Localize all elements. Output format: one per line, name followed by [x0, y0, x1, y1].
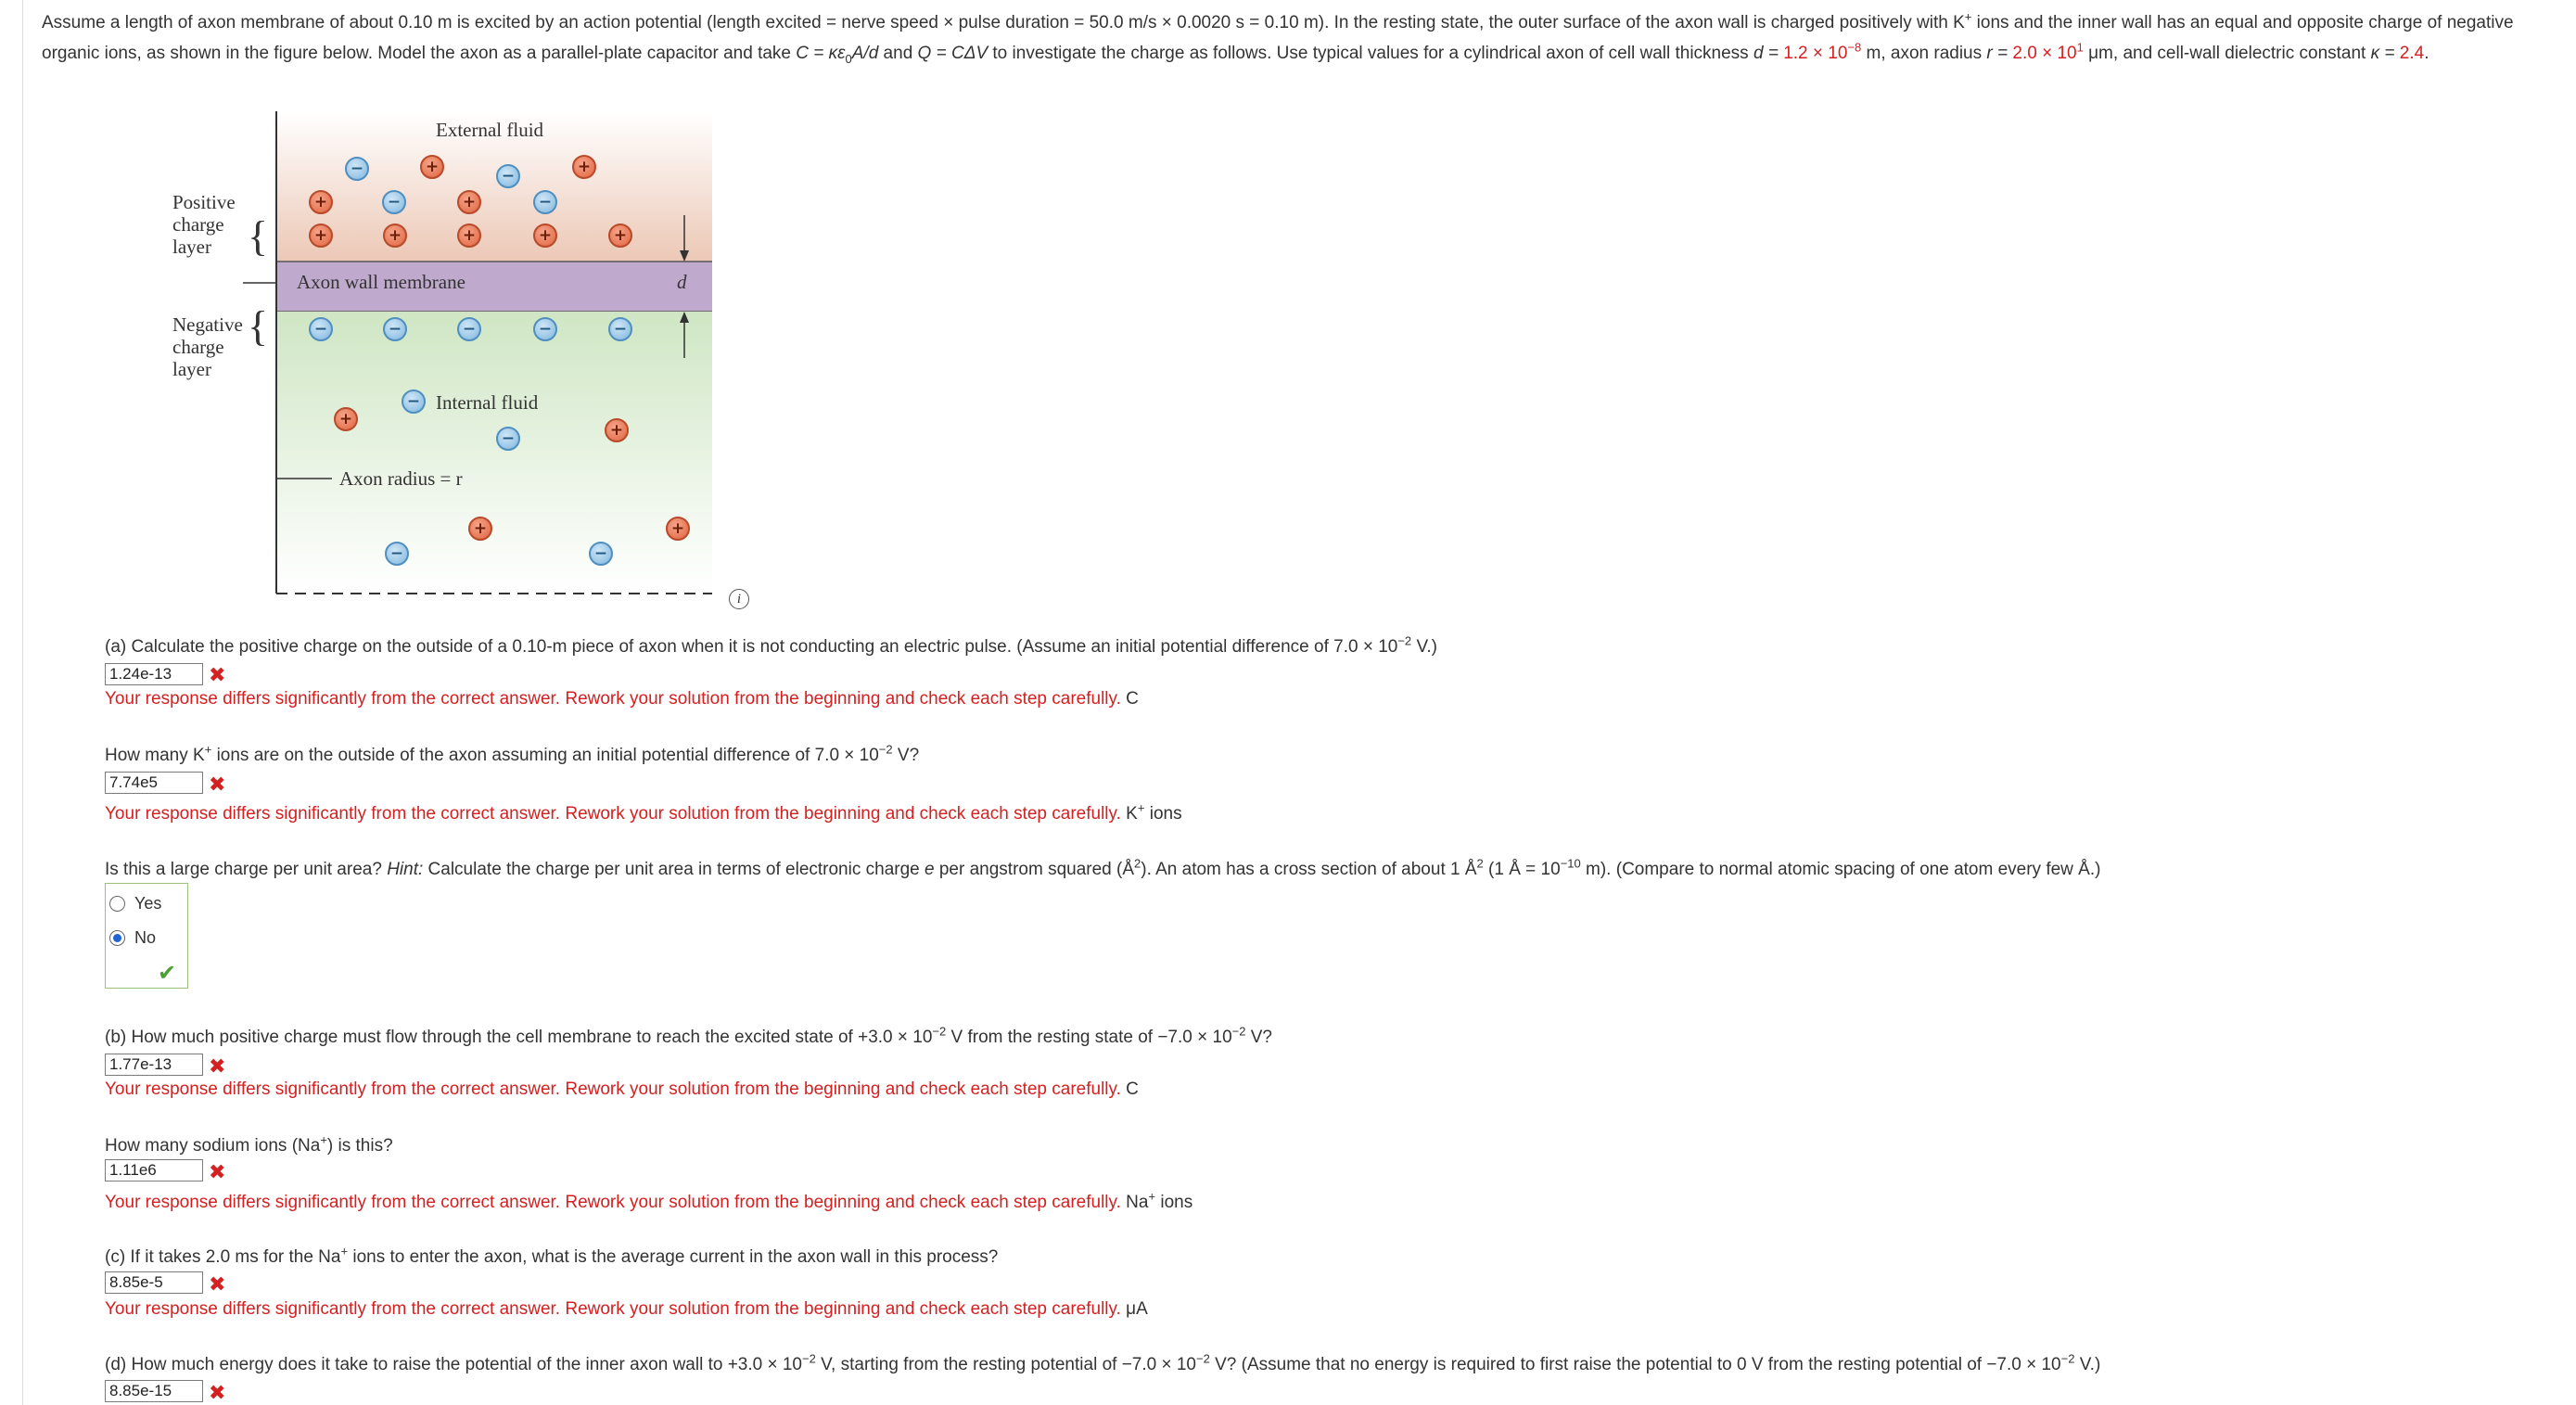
- positive-ion: +: [533, 224, 557, 248]
- feedback-b-ions: Your response differs significantly from the correct answer. Rework your solution from the beginning and check each step carefully. Na+ ions: [105, 1189, 1193, 1212]
- feedback-b: Your response differs significantly from the correct answer. Rework your solution from the beginning and check each step carefully. C: [105, 1079, 1139, 1099]
- positive-ion: +: [468, 517, 492, 541]
- feedback-c: Your response differs significantly from the correct answer. Rework your solution from the beginning and check each step carefully. μA: [105, 1299, 1148, 1319]
- answer-d-input[interactable]: 8.85e-15: [105, 1380, 203, 1402]
- negative-ion: −: [457, 317, 481, 341]
- negative-ion: −: [383, 317, 407, 341]
- positive-charge-label: Positive charge layer: [172, 191, 236, 258]
- negative-ion: −: [309, 317, 333, 341]
- question-large-charge: Is this a large charge per unit area? Hint: Calculate the charge per unit area in terms of electronic charge e per angstrom squared $(Å^2)$. An atom has a cross section of about 1 $Å^2$ (1 Å = $10^{-10}$ m). (Compare to normal atomic spacing of one atom every few Å.): [105, 856, 2101, 879]
- correct-check-icon: ✔: [158, 961, 177, 986]
- feedback-a: Your response differs significantly from the correct answer. Rework your solution from the beginning and check each step carefully. C: [105, 689, 1139, 709]
- svg-text:{: {: [248, 212, 269, 260]
- radio-no[interactable]: [109, 930, 125, 946]
- positive-ion: +: [334, 407, 358, 431]
- question-a-ions: How many K+ ions are on the outside of the axon assuming an initial potential difference of $7.0 \times 10^{-2}$ V?: [105, 742, 920, 765]
- negative-ion: −: [402, 390, 426, 414]
- dielectric-value: 2.4: [2399, 44, 2425, 63]
- positive-ion: +: [383, 224, 407, 248]
- negative-ion: −: [589, 542, 613, 566]
- internal-fluid-label: Internal fluid: [436, 391, 539, 414]
- question-a: (a) Calculate the positive charge on the outside of a 0.10-m piece of axon when it is not conducting an electric pulse. (Assume an initial potential difference of $7.0 \times 10^{-2}$ V.): [105, 633, 1437, 657]
- negative-ion: −: [496, 427, 520, 451]
- incorrect-icon: ✖: [209, 1054, 226, 1078]
- positive-ion: +: [309, 190, 333, 214]
- negative-ion: −: [385, 542, 409, 566]
- radio-yes[interactable]: [109, 896, 125, 912]
- negative-charge-label: Negative charge layer: [172, 313, 243, 380]
- negative-ion: −: [533, 190, 557, 214]
- incorrect-icon: ✖: [209, 1160, 226, 1183]
- incorrect-icon: ✖: [209, 1381, 226, 1404]
- info-icon[interactable]: i: [729, 589, 749, 609]
- negative-ion: −: [496, 164, 520, 188]
- positive-ion: +: [420, 155, 444, 179]
- svg-text:{: {: [248, 302, 269, 350]
- option-yes[interactable]: Yes: [109, 893, 161, 913]
- option-no[interactable]: No: [109, 927, 156, 948]
- external-fluid-label: External fluid: [436, 119, 544, 141]
- positive-ion: +: [309, 224, 333, 248]
- problem-statement: Assume a length of axon membrane of about 0.10 m is excited by an action potential (length excited = nerve speed × pulse duration = 50.0 m/s × 0.0020 s = 0.10 m). In the resting state, the outer surface of the axon wall is charged positively with K+ ions and the inner wall has an equal and opposite charge of negative organic ions, as shown in the figure below. Model the axon as a parallel-plate capacitor and take $C = \kappa\varepsilon_0A/d$ and Q = CΔV to investigate the charge as follows. Use typical values for a cylindrical axon of cell wall thickness $d = 1.2 \times 10^{-8}$ m, axon radius $r = 2.0 \times 10^1$ μm, and cell-wall dielectric constant κ = 2.4.: [42, 9, 2514, 66]
- thickness-value: $1.2 \times 10^{-8}$: [1783, 40, 1862, 63]
- question-b-ions: How many sodium ions (Na+) is this?: [105, 1132, 393, 1156]
- radius-value: $2.0 \times 10^1$: [2012, 40, 2084, 63]
- positive-ion: +: [605, 418, 629, 442]
- positive-ion: +: [572, 155, 596, 179]
- answer-a-ions-input[interactable]: 7.74e5: [105, 772, 203, 794]
- negative-ion: −: [345, 157, 369, 181]
- answer-a-input[interactable]: 1.24e-13: [105, 663, 203, 685]
- incorrect-icon: ✖: [209, 1272, 226, 1296]
- thickness-d-label: d: [677, 271, 687, 293]
- page: [22, 0, 2576, 1405]
- question-d: (d) How much energy does it take to raise the potential of the inner axon wall to $+3.0 \times 10^{-2}$ V, starting from the resting potential of $-7.0 \times 10^{-2}$ V? (Assume that no energy is required to first raise the potential to 0 V from the resting potential of $-7.0 \times 10^{-2}$ V.): [105, 1351, 2101, 1374]
- axon-radius-label: Axon radius = r: [339, 467, 463, 490]
- positive-ion: +: [666, 517, 690, 541]
- feedback-a-ions: Your response differs significantly from the correct answer. Rework your solution from the beginning and check each step carefully. K+ ions: [105, 800, 1182, 824]
- question-c: (c) If it takes 2.0 ms for the Na+ ions to enter the axon, what is the average current in the axon wall in this process?: [105, 1244, 999, 1267]
- positive-ion: +: [608, 224, 632, 248]
- negative-ion: −: [608, 317, 632, 341]
- negative-ion: −: [533, 317, 557, 341]
- axon-figure: [139, 111, 751, 612]
- membrane-label: Axon wall membrane: [297, 271, 465, 293]
- positive-ion: +: [457, 224, 481, 248]
- positive-ion: +: [457, 190, 481, 214]
- incorrect-icon: ✖: [209, 663, 226, 686]
- answer-c-input[interactable]: 8.85e-5: [105, 1271, 203, 1294]
- incorrect-icon: ✖: [209, 773, 226, 796]
- answer-b-input[interactable]: 1.77e-13: [105, 1054, 203, 1076]
- question-b: (b) How much positive charge must flow through the cell membrane to reach the excited state of $+3.0 \times 10^{-2}$ V from the resting state of $-7.0 \times 10^{-2}$ V?: [105, 1024, 1272, 1047]
- answer-b-ions-input[interactable]: 1.11e6: [105, 1159, 203, 1181]
- negative-ion: −: [382, 190, 406, 214]
- multiple-choice-box: [105, 883, 188, 989]
